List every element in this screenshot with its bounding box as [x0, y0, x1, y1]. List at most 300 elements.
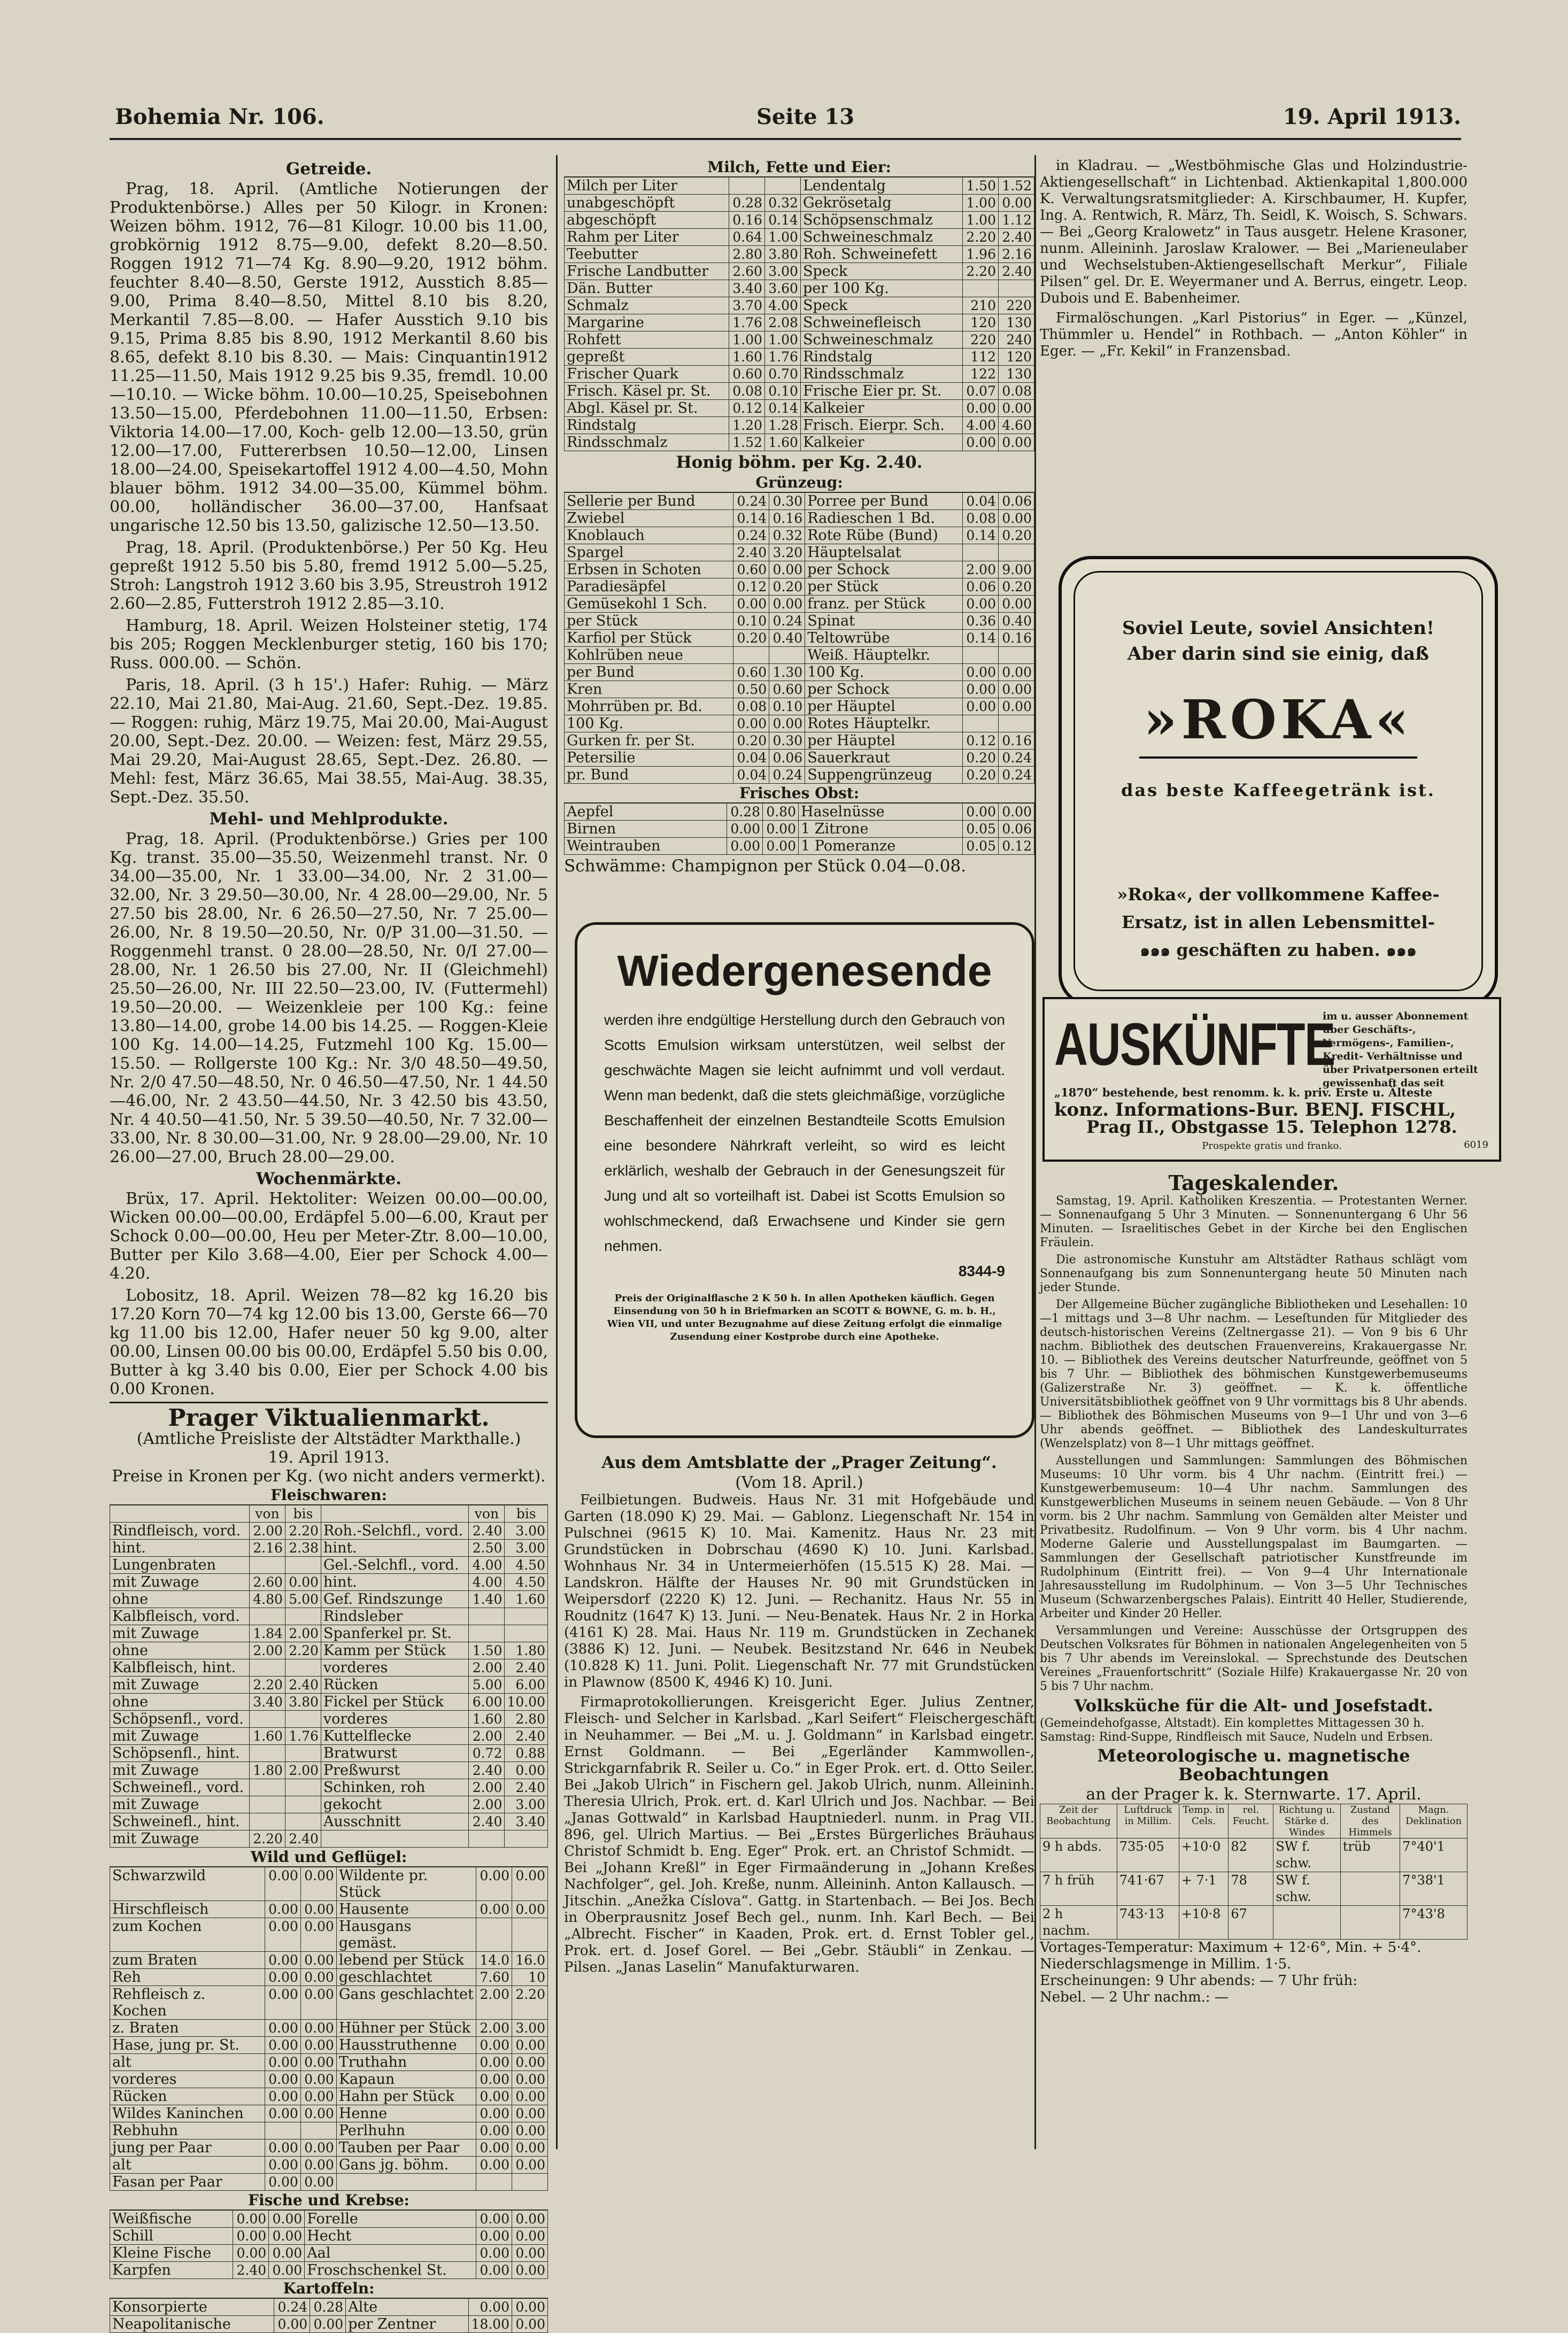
item-cell: geschlachtet	[336, 1969, 476, 1986]
price-cell: 0.05	[963, 838, 999, 855]
price-cell: 0.20	[733, 630, 769, 647]
price-cell: 2.16	[999, 246, 1034, 263]
price-cell: 0.20	[769, 578, 805, 596]
roka-line-5: Ersatz, ist in allen Lebensmittel-	[1122, 912, 1435, 932]
item-cell: Schmalz	[565, 297, 729, 314]
paragraph: Die astronomische Kunstuhr am Altstädter Rathaus schlägt vom Sonnenaufgang bis zum Sonnenuntergang heute 50 Minuten nach jeder Stunde.	[1040, 1253, 1467, 1294]
item-cell: Rindsschmalz	[565, 434, 729, 451]
paragraph: Brüx, 17. April. Hektoliter: Weizen 00.00—00.00, Wicken 00.00—00.00, Erdäpfel 5.00—6.00, Kraut per Schock 0.00—00.00, Heu per Meter-Ztr. 8.00—10.00, Butter per Kilo 3.68—4.00, Eier per Schock 4.00—4.20.	[110, 1189, 548, 1283]
milch-table-title: Milch, Fette und Eier:	[564, 158, 1034, 177]
price-cell	[249, 1659, 285, 1677]
item-cell: Schöpsenfl., vord.	[110, 1711, 250, 1728]
table-row	[110, 1918, 548, 1952]
price-cell: 0.00	[285, 1574, 321, 1591]
price-cell: 0.60	[729, 366, 764, 383]
table-row	[110, 2316, 548, 2333]
table-row	[565, 561, 1034, 578]
price-cell: 0.00	[727, 821, 762, 838]
getreide-text	[110, 180, 548, 807]
item-cell: Radieschen 1 Bd.	[805, 510, 963, 527]
observation-cell: +10·8	[1179, 1906, 1229, 1940]
table-header-cell: rel. Feucht.	[1229, 1804, 1273, 1838]
price-cell: 3.60	[764, 280, 800, 297]
item-cell: Rehfleisch z. Kochen	[110, 1986, 265, 2020]
price-cell: 0.70	[764, 366, 800, 383]
price-cell: 0.32	[764, 195, 800, 212]
table-row	[565, 246, 1034, 263]
paragraph: Versammlungen und Vereine: Ausschüsse der Ortsgruppen des Deutschen Volksrates für Böhmen in nationalen Angelegenheiten von 5 bis 7 Uhr abends im Vereinslokal. — Sprechstunde des Deutschen Vereines „Frauenfortschritt“ (Soziale Hilfe) Krakauergasse Nr. 20 von 5 bis 7 Uhr nachm.	[1040, 1624, 1467, 1693]
price-cell: 1.00	[764, 331, 800, 349]
price-cell: 2.00	[249, 1523, 285, 1540]
price-cell: 2.40	[999, 263, 1034, 280]
price-cell: 0.00	[300, 1952, 336, 1969]
item-cell: Reh	[110, 1969, 265, 1986]
table-row	[565, 229, 1034, 246]
price-cell: 0.00	[265, 1867, 300, 1901]
item-cell: Weiß. Häuptelkr.	[805, 647, 963, 664]
price-cell: 0.00	[300, 1986, 336, 2020]
price-cell	[963, 280, 999, 297]
item-cell: Suppengrünzeug	[805, 767, 963, 784]
item-cell: Fasan per Paar	[110, 2174, 265, 2191]
section-heading-mehl: Mehl- und Mehlprodukte.	[209, 809, 449, 829]
table-row	[1040, 1872, 1467, 1906]
price-cell: 4.80	[249, 1591, 285, 1608]
item-cell: Tauben per Paar	[336, 2139, 476, 2157]
price-cell: 0.32	[769, 527, 805, 544]
item-cell: Konsorpierte	[110, 2299, 274, 2316]
price-cell: 0.00	[999, 804, 1034, 821]
price-cell: 0.20	[963, 767, 999, 784]
paragraph: Paris, 18. April. (3 h 15'.) Hafer: Ruhig. — März 22.10, Mai 21.80, Mai-Aug. 21.60, Sept.-Dez. 19.85. — Roggen: ruhig, März 19.75, Mai 20.00, Mai-August 20.00, Sept.-Dez. 20.00. — Weizen: fest, März 29.55, Mai 29.20, Mai-August 28.65, Sept.-Dez. 26.80. — Mehl: fest, März 36.65, Mai 38.55, Mai-Aug. 38.35, Sept.-Dez. 35.50.	[110, 676, 548, 807]
item-cell: per Häuptel	[805, 698, 963, 715]
price-cell	[999, 647, 1034, 664]
auskuenfte-title: AUSKÜNFTE	[1054, 1011, 1335, 1078]
wild-table	[110, 1867, 548, 2191]
table-row	[565, 349, 1034, 366]
price-cell: 1.76	[764, 349, 800, 366]
item-cell: per Bund	[565, 664, 733, 681]
auskuenfte-bar	[1054, 1086, 1489, 1121]
observation-cell: 78	[1229, 1872, 1273, 1906]
price-cell: 3.40	[505, 1813, 548, 1830]
item-cell: Spargel	[565, 544, 733, 561]
price-cell: 0.40	[769, 630, 805, 647]
auskuenfte-note: Prospekte gratis und franko.	[1202, 1140, 1342, 1152]
price-cell	[469, 1625, 505, 1642]
price-cell: 0.00	[300, 1918, 336, 1952]
item-cell: Rotes Häuptelkr.	[805, 715, 963, 732]
firmen-text	[1040, 158, 1467, 360]
price-cell: 1.52	[999, 177, 1034, 195]
price-cell: 2.80	[729, 246, 764, 263]
observation-cell: 7 h früh	[1040, 1872, 1117, 1906]
item-cell: Ausschnitt	[321, 1813, 469, 1830]
price-cell: 0.00	[269, 2211, 305, 2228]
item-cell: Schwarzwild	[110, 1867, 265, 1901]
item-cell: Wildes Kaninchen	[110, 2105, 265, 2122]
meteorology-table	[1040, 1804, 1467, 1940]
table-row	[110, 1867, 548, 1901]
item-cell: Knoblauch	[565, 527, 733, 544]
price-cell	[733, 647, 769, 664]
price-cell: 3.00	[505, 1540, 548, 1557]
gruen-table	[564, 492, 1034, 784]
item-cell: Schweinefleisch	[800, 314, 962, 331]
price-cell: 0.00	[963, 400, 999, 417]
price-cell: 0.00	[512, 1901, 548, 1918]
item-cell: ohne	[110, 1642, 250, 1659]
price-cell: 0.00	[476, 2122, 512, 2139]
price-cell: 1.50	[963, 177, 999, 195]
price-cell: 2.00	[285, 1625, 321, 1642]
price-cell: 1.60	[249, 1728, 285, 1745]
price-cell: 2.00	[285, 1762, 321, 1779]
table-row	[110, 2211, 548, 2228]
price-cell: 9.00	[999, 561, 1034, 578]
item-cell: Rindfleisch, vord.	[110, 1523, 250, 1540]
item-cell: per Häuptel	[805, 732, 963, 750]
meteorology-footer-line: Vortages-Temperatur: Maximum + 12·6°, Min. + 5·4°.	[1040, 1940, 1422, 1956]
price-cell	[505, 1625, 548, 1642]
item-cell: mit Zuwage	[110, 1625, 250, 1642]
item-cell: mit Zuwage	[110, 1796, 250, 1813]
price-cell: 0.00	[265, 2174, 300, 2191]
price-cell: 0.64	[729, 229, 764, 246]
price-cell: 0.06	[999, 493, 1034, 510]
item-cell: Rücken	[110, 2088, 265, 2105]
observation-cell: trüb	[1340, 1838, 1400, 1872]
table-row	[565, 297, 1034, 314]
price-cell: 1.20	[729, 417, 764, 434]
item-cell: Gurken fr. per St.	[565, 732, 733, 750]
item-cell: hint.	[321, 1540, 469, 1557]
price-cell: 3.40	[729, 280, 764, 297]
item-cell: Schweinefl., vord.	[110, 1779, 250, 1796]
header-left: Bohemia Nr. 106.	[115, 104, 325, 129]
paragraph: Samstag, 19. April. Katholiken Kreszentia. — Protestanten Werner. — Sonnenaufgang 5 Uhr 3 Minuten. — Sonnenuntergang 6 Uhr 56 Minuten. — Israelitisches Gebet in der Kirche bei den Englischen Fräulein.	[1040, 1194, 1467, 1249]
table-header-cell: Zustand des Himmels	[1340, 1804, 1400, 1838]
section-heading-wochenmaerkte: Wochenmärkte.	[256, 1169, 402, 1188]
table-row	[565, 510, 1034, 527]
amtsblatt-heading: Aus dem Amtsblatte der „Prager Zeitung“.	[601, 1453, 997, 1472]
price-cell: 0.00	[512, 2245, 548, 2262]
price-cell: 0.00	[512, 2211, 548, 2228]
item-cell: Rindsleber	[321, 1608, 469, 1625]
table-row	[110, 1608, 548, 1625]
column-3-top	[1040, 158, 1467, 363]
price-cell: 2.20	[963, 263, 999, 280]
ad-code: 8344-9	[958, 1263, 1005, 1279]
price-cell	[999, 280, 1034, 297]
table-row	[565, 630, 1034, 647]
price-cell: 0.00	[512, 2139, 548, 2157]
item-cell: per 100 Kg.	[800, 280, 962, 297]
price-cell	[249, 1711, 285, 1728]
price-cell: 0.06	[963, 578, 999, 596]
price-cell: 2.38	[285, 1540, 321, 1557]
item-cell: alt	[110, 2157, 265, 2174]
price-cell: 2.60	[249, 1574, 285, 1591]
price-cell: 0.04	[733, 767, 769, 784]
table-row	[1040, 1906, 1467, 1940]
table-row	[1040, 1838, 1467, 1872]
price-cell: 3.40	[249, 1694, 285, 1711]
item-cell: Weißfische	[110, 2211, 233, 2228]
item-cell: Froschschenkel St.	[305, 2262, 476, 2279]
table-row	[110, 2071, 548, 2088]
item-cell: Karpfen	[110, 2262, 233, 2279]
price-cell: 0.00	[300, 2105, 336, 2122]
item-cell: Frische Eier pr. St.	[800, 383, 962, 400]
price-cell: 0.00	[476, 2245, 512, 2262]
item-cell: Schweineschmalz	[800, 229, 962, 246]
observation-cell: SW f. schw.	[1273, 1872, 1340, 1906]
price-cell: 2.00	[469, 1796, 505, 1813]
price-cell: 0.00	[476, 2088, 512, 2105]
item-cell: per Zentner	[346, 2316, 469, 2333]
price-cell: 0.14	[764, 400, 800, 417]
item-cell: Rebhuhn	[110, 2122, 265, 2139]
item-cell: mit Zuwage	[110, 1728, 250, 1745]
price-cell: 0.00	[963, 664, 999, 681]
price-cell: 0.00	[512, 1867, 548, 1901]
header-date: 19. April 1913.	[1283, 104, 1461, 129]
table-row	[110, 2088, 548, 2105]
item-cell: Kalbfleisch, vord.	[110, 1608, 250, 1625]
table-row	[110, 1557, 548, 1574]
item-cell: Rindstalg	[800, 349, 962, 366]
table-row	[565, 493, 1034, 510]
price-cell: 2.50	[469, 1540, 505, 1557]
item-cell: Kamm per Stück	[321, 1642, 469, 1659]
price-cell: 14.0	[476, 1952, 512, 1969]
table-row	[565, 750, 1034, 767]
item-cell: Wildente pr. Stück	[336, 1867, 476, 1901]
table-row	[565, 314, 1034, 331]
price-cell: 0.00	[300, 1867, 336, 1901]
observation-cell: 7°38'1	[1400, 1872, 1467, 1906]
auskuenfte-bar-text: „1870“ bestehende, best renomm. k. k. priv. Erste u. Älteste	[1054, 1086, 1433, 1099]
price-cell	[469, 1608, 505, 1625]
item-cell: Kalbfleisch, hint.	[110, 1659, 250, 1677]
table-header-bis: bis	[505, 1505, 548, 1523]
item-cell: zum Braten	[110, 1952, 265, 1969]
price-cell: 0.00	[300, 2157, 336, 2174]
price-cell: 0.16	[729, 212, 764, 229]
price-cell: 0.60	[733, 664, 769, 681]
price-cell: 0.00	[476, 2054, 512, 2071]
price-cell: 0.00	[265, 1969, 300, 1986]
table-row	[565, 715, 1034, 732]
item-cell: Schweinefl., hint.	[110, 1813, 250, 1830]
price-cell: 0.16	[769, 510, 805, 527]
table-header-cell: Magn. Deklination	[1400, 1804, 1467, 1838]
price-cell: 0.00	[269, 2228, 305, 2245]
kartoffeln-table-title: Kartoffeln:	[110, 2279, 548, 2298]
price-cell: 0.10	[733, 613, 769, 630]
item-cell: Hausente	[336, 1901, 476, 1918]
item-cell: Truthahn	[336, 2054, 476, 2071]
item-cell: 1 Pomeranze	[798, 838, 962, 855]
price-cell: 0.00	[963, 681, 999, 698]
item-cell: Alte	[346, 2299, 469, 2316]
price-cell: 0.12	[729, 400, 764, 417]
price-cell: 2.20	[285, 1523, 321, 1540]
price-cell	[300, 2122, 336, 2139]
item-cell: unabgeschöpft	[565, 195, 729, 212]
table-row	[110, 1677, 548, 1694]
table-header-bis: bis	[285, 1505, 321, 1523]
price-cell: 1.80	[505, 1642, 548, 1659]
price-cell: 0.80	[762, 804, 798, 821]
price-cell	[249, 1813, 285, 1830]
amtsblatt-date: (Vom 18. April.)	[735, 1473, 863, 1492]
section-heading-getreide: Getreide.	[285, 159, 372, 179]
price-cell	[764, 177, 800, 195]
price-cell: 120	[999, 349, 1034, 366]
item-cell: Haselnüsse	[798, 804, 962, 821]
observation-cell: +10·0	[1179, 1838, 1229, 1872]
wochenmaerkte-text	[110, 1189, 548, 1399]
price-cell: 0.00	[963, 804, 999, 821]
price-cell: 0.08	[963, 510, 999, 527]
item-cell: Hahn per Stück	[336, 2088, 476, 2105]
price-cell: 1.76	[285, 1728, 321, 1745]
item-cell: Frisch. Eierpr. Sch.	[800, 417, 962, 434]
price-cell: 0.20	[733, 732, 769, 750]
volkskueche-heading: Volksküche für die Alt- und Josefstadt.	[1074, 1696, 1433, 1716]
price-cell: 0.30	[769, 493, 805, 510]
item-cell: Aepfel	[565, 804, 727, 821]
price-cell: 2.40	[285, 1830, 321, 1848]
item-cell: Neapolitanische	[110, 2316, 274, 2333]
table-row	[110, 1642, 548, 1659]
price-cell: 0.14	[963, 630, 999, 647]
price-cell: 210	[963, 297, 999, 314]
price-cell: 0.00	[512, 2071, 548, 2088]
price-cell: 2.16	[249, 1540, 285, 1557]
price-cell: 112	[963, 349, 999, 366]
auskuenfte-address: Prag II., Obstgasse 15. Telephon 1278.	[1086, 1117, 1457, 1137]
price-cell: 0.08	[733, 698, 769, 715]
ad-body: werden ihre endgültige Herstellung durch den Gebrauch von Scotts Emulsion wirksam unterstützen, weil selbst der geschwächte Magen sie leicht aufnimmt und voll verdaut. Wenn man bedenkt, daß die stets gleichmäßige, vorzügliche Beschaffenheit der einzelnen Bestandteile Scotts Emulsion eine besondere Nährkraft verleiht, so wird es leicht erklärlich, weshalb der Gebrauch in der Genesungszeit für Jung und alt so vorteilhaft ist. Dabei ist Scotts Emulsion so wohlschmeckend, daß Erwachsene und Kinder sie gern nehmen.	[604, 1011, 1005, 1254]
item-cell: Preßwurst	[321, 1762, 469, 1779]
item-cell: Spinat	[805, 613, 963, 630]
price-cell: 2.08	[764, 314, 800, 331]
price-cell: 2.40	[505, 1779, 548, 1796]
item-cell: Kren	[565, 681, 733, 698]
price-cell: 0.00	[476, 2139, 512, 2157]
price-cell: 0.00	[512, 2122, 548, 2139]
price-cell: 2.20	[512, 1986, 548, 2020]
meteorology-footer-line: Niederschlagsmenge in Millim. 1·5.	[1040, 1956, 1292, 1972]
price-cell	[249, 1745, 285, 1762]
price-cell: 220	[963, 331, 999, 349]
roka-line-3: das beste Kaffeegetränk ist.	[1121, 780, 1435, 800]
item-cell: jung per Paar	[110, 2139, 265, 2157]
item-cell: Weintrauben	[565, 838, 727, 855]
observation-cell	[1340, 1906, 1400, 1940]
auskuenfte-advertisement	[1042, 997, 1501, 1162]
price-cell: 1.60	[764, 434, 800, 451]
paragraph: Hamburg, 18. April. Weizen Holsteiner stetig, 174 bis 205; Roggen Mecklenburger stetig, 160 bis 170; Russ. 000.00. — Schön.	[110, 616, 548, 673]
price-cell: 0.00	[963, 434, 999, 451]
table-header-row	[110, 1505, 548, 1523]
table-header-cell: Luftdruck in Millim.	[1117, 1804, 1179, 1838]
mehl-text	[110, 830, 548, 1166]
price-cell: 2.40	[469, 1523, 505, 1540]
price-cell: 130	[999, 314, 1034, 331]
table-row	[110, 2228, 548, 2245]
price-cell: 4.60	[999, 417, 1034, 434]
price-cell: 1.84	[249, 1625, 285, 1642]
table-row	[110, 1574, 548, 1591]
table-row	[110, 1830, 548, 1848]
meteorology-subtitle: an der Prager k. k. Sternwarte. 17. April.	[1086, 1785, 1422, 1804]
item-cell: Hecht	[305, 2228, 476, 2245]
price-cell: 2.40	[285, 1677, 321, 1694]
table-row	[565, 698, 1034, 715]
price-cell: 0.06	[999, 821, 1034, 838]
price-cell	[285, 1813, 321, 1830]
price-cell: 0.00	[512, 2262, 548, 2279]
item-cell: Hausgans gemäst.	[336, 1918, 476, 1952]
item-cell: Häuptelsalat	[805, 544, 963, 561]
price-cell: 0.00	[769, 596, 805, 613]
obst-table-title: Frisches Obst:	[564, 784, 1034, 803]
price-cell: 10.00	[505, 1694, 548, 1711]
paragraph: Feilbietungen. Budweis. Haus Nr. 31 mit Hofgebäude und Garten (18.090 K) 29. Mai. — Gablonz. Liegenschaft Nr. 154 in Pulschnei (9615 K) 10. Mai. Kamenitz. Haus Nr. 23 mit Grundstücken in Dobrschau (4690 K) 10. Juni. Karlsbad. Wohnhaus Nr. 34 in Untermeierhöfen (15.515 K) 28. Mai. — Landskron. Hälfte der Hauses Nr. 90 mit Grundstücken in Weipersdorf (2220 K) 12. Juni. — Rechanitz. Haus Nr. 55 in Roudnitz (1647 K) 13. Juni. — Neu-Benatek. Haus Nr. 2 in Horka (4161 K) 28. Mai. Haus Nr. 119 m. Grundstücken in Zechanek (3886 K) 12. Juni. — Neubek. Besitzstand Nr. 646 in Neubek (10.828 K) 11. Juni. Polit. Liegenschaft Nr. 77 mit Grundstücken in Plawnow (8500 K, 4946 K) 10. Juni.	[564, 1492, 1034, 1690]
item-cell: Porree per Bund	[805, 493, 963, 510]
price-cell: 3.80	[764, 246, 800, 263]
item-cell: Schill	[110, 2228, 233, 2245]
price-cell: 1.52	[729, 434, 764, 451]
table-row	[565, 195, 1034, 212]
item-cell: Gans geschlachtet	[336, 1986, 476, 2020]
table-row	[565, 383, 1034, 400]
table-row	[110, 1901, 548, 1918]
item-cell: vorderes	[110, 2071, 265, 2088]
tageskalender-heading: Tageskalender.	[1168, 1171, 1339, 1195]
price-cell: 0.12	[963, 732, 999, 750]
price-cell: 0.00	[963, 596, 999, 613]
price-cell: 2.00	[469, 1659, 505, 1677]
item-cell: Sellerie per Bund	[565, 493, 733, 510]
item-cell: Rindstalg	[565, 417, 729, 434]
viktualienmarkt-date: 19. April 1913.	[268, 1448, 390, 1467]
price-cell: 0.00	[999, 698, 1034, 715]
price-cell: 0.24	[769, 613, 805, 630]
table-row	[565, 767, 1034, 784]
price-cell: 120	[963, 314, 999, 331]
roka-line-4: »Roka«, der vollkommene Kaffee-	[1117, 884, 1440, 905]
price-cell: 0.04	[733, 750, 769, 767]
table-row	[110, 2105, 548, 2122]
header-rule	[110, 138, 1461, 140]
item-cell: 100 Kg.	[805, 664, 963, 681]
price-cell: 0.00	[300, 2037, 336, 2054]
column-3-bottom	[1040, 1168, 1467, 2006]
price-cell: 0.88	[505, 1745, 548, 1762]
meteorology-footer-line: Nebel. — 2 Uhr nachm.: —	[1040, 1989, 1229, 2005]
price-cell: 0.00	[265, 2037, 300, 2054]
table-row	[110, 2054, 548, 2071]
item-cell: Gekrösetalg	[800, 195, 962, 212]
item-cell: Frische Landbutter	[565, 263, 729, 280]
table-row	[110, 1813, 548, 1830]
price-cell: 6.00	[505, 1677, 548, 1694]
